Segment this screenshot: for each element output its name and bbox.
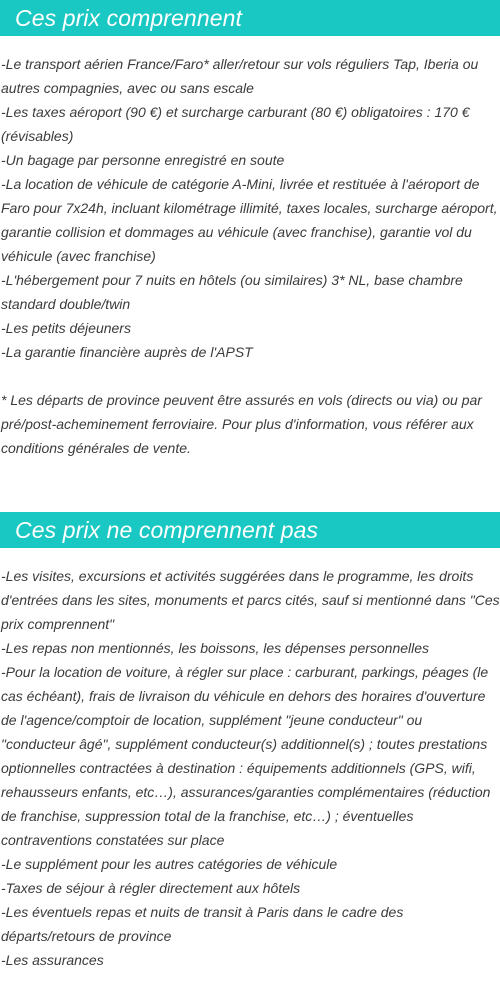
included-heading: Ces prix comprennent	[0, 0, 500, 36]
included-item: -Les taxes aéroport (90 €) et surcharge carburant (80 €) obligatoires : 170 € (révisables)	[1, 104, 470, 144]
included-item: -La garantie financière auprès de l'APST	[1, 344, 253, 360]
excluded-item: -Taxes de séjour à régler directement aux hôtels	[1, 880, 301, 896]
excluded-item: -Le supplément pour les autres catégories de véhicule	[1, 856, 338, 872]
excluded-item: -Pour la location de voiture, à régler sur place : carburant, parkings, péages (le cas échéant), frais de livraison du véhicule en dehors des horaires d'ouverture de l'agence/comptoir de location, supplément "jeune conducteur" ou "conducteur âgé", supplément conducteur(s) additionnel(s) ; toutes prestations optionnelles contractées à destination : équipements additionnels (GPS, wifi, rehausseurs enfants, etc…), assurances/garanties complémentaires (réduction de franchise, suppression total de la franchise, etc…) ; éventuelles contraventions constatées sur place	[1, 664, 491, 848]
included-item: -Les petits déjeuners	[1, 320, 131, 336]
included-item: -La location de véhicule de catégorie A-Mini, livrée et restituée à l'aéroport de Faro pour 7x24h, incluant kilométrage illimité, taxes locales, surcharge aéroport, garantie collision et dommages au véhicule (avec franchise), garantie vol du véhicule (avec franchise)	[1, 176, 498, 264]
excluded-heading: Ces prix ne comprennent pas	[0, 512, 500, 548]
included-section	[0, 0, 500, 460]
excluded-item: -Les éventuels repas et nuits de transit à Paris dans le cadre des départs/retours de province	[1, 904, 404, 944]
included-item: -L'hébergement pour 7 nuits en hôtels (ou similaires) 3* NL, base chambre standard double/twin	[1, 272, 463, 312]
included-footnote: * Les départs de province peuvent être assurés en vols (directs ou via) ou par pré/post-acheminement ferroviaire. Pour plus d'information, vous référer aux conditions générales de vente.	[1, 392, 482, 456]
paragraph-spacer	[1, 364, 500, 388]
excluded-item: -Les visites, excursions et activités suggérées dans le programme, les droits d'entrées dans les sites, monuments et parcs cités, sauf si mentionné dans "Ces prix comprennent"	[1, 568, 500, 632]
excluded-item: -Les assurances	[1, 952, 104, 968]
included-item: -Un bagage par personne enregistré en soute	[1, 152, 285, 168]
excluded-body	[0, 548, 500, 972]
excluded-section	[0, 512, 500, 972]
included-item: -Le transport aérien France/Faro* aller/retour sur vols réguliers Tap, Iberia ou autres compagnies, avec ou sans escale	[1, 56, 479, 96]
excluded-item: -Les repas non mentionnés, les boissons, les dépenses personnelles	[1, 640, 430, 656]
included-body	[0, 36, 500, 460]
